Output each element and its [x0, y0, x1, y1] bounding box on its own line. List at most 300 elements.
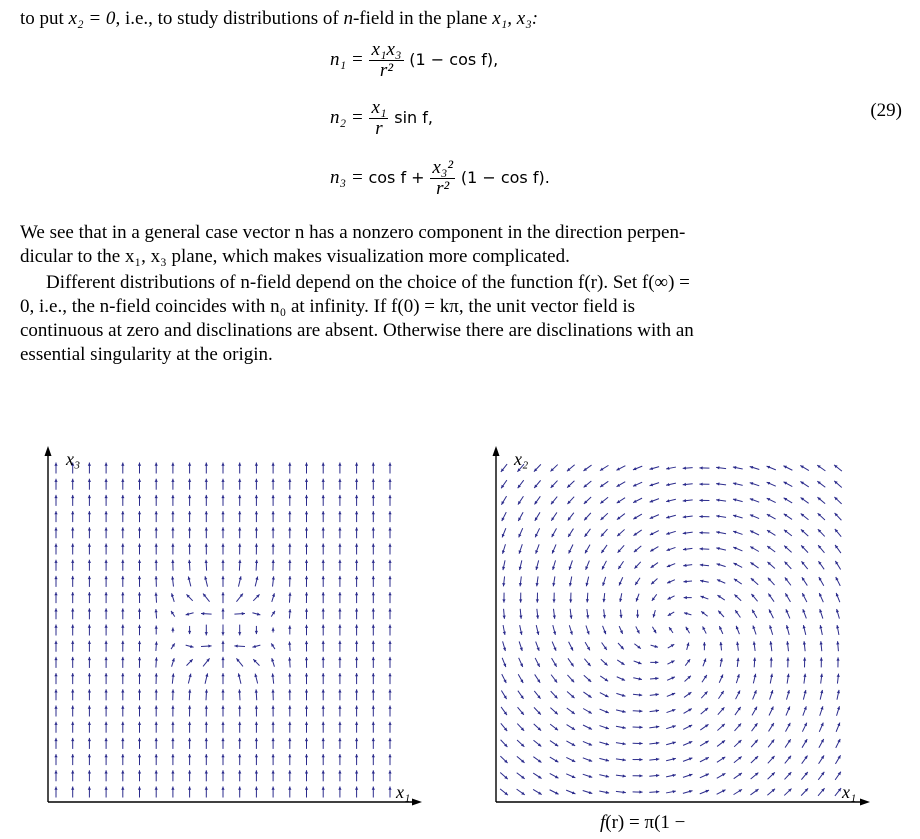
- left-arrow-head: [355, 706, 358, 709]
- left-arrow-field: [54, 463, 391, 798]
- left-arrow-head: [121, 560, 124, 563]
- left-arrow-head: [188, 544, 191, 547]
- left-arrow-head: [238, 544, 241, 547]
- right-arrow-head: [750, 482, 754, 485]
- left-arrow-head: [105, 544, 108, 547]
- left-arrow-head: [255, 689, 258, 692]
- left-arrow-head: [305, 544, 308, 547]
- right-arrow-head: [819, 609, 822, 613]
- left-arrow-head: [355, 673, 358, 676]
- left-arrow-head: [338, 754, 341, 757]
- left-arrow-head: [171, 787, 174, 790]
- left-arrow-head: [188, 787, 191, 790]
- left-arrow-head: [121, 787, 124, 790]
- right-arrow-head: [536, 599, 539, 602]
- right-arrow-head: [655, 677, 658, 680]
- left-arrow-head: [105, 754, 108, 757]
- left-arrow-head: [338, 560, 341, 563]
- left-arrow-head: [255, 631, 258, 634]
- left-arrow-head: [355, 544, 358, 547]
- left-arrow-head: [322, 592, 325, 595]
- left-arrow-head: [238, 560, 241, 563]
- left-arrow-head: [322, 738, 325, 741]
- left-x-axis-label: x₁: [396, 782, 411, 802]
- left-arrow-head: [322, 657, 325, 660]
- left-arrow-head: [188, 631, 191, 634]
- left-arrow-head: [221, 632, 224, 635]
- right-arrow-head: [639, 758, 642, 761]
- left-arrow-head: [88, 463, 91, 466]
- left-arrow-head: [154, 593, 157, 596]
- paragraph-1-line-1: We see that in a general case vector n has a nonzero component in the direction perpen-: [20, 222, 686, 243]
- left-arrow-head: [322, 511, 325, 514]
- left-arrow-head: [121, 495, 124, 498]
- right-arrow-head: [619, 615, 622, 618]
- left-arrow-head: [338, 576, 341, 579]
- left-arrow-head: [54, 625, 57, 628]
- left-arrow-head: [388, 544, 391, 547]
- left-arrow-head: [138, 657, 141, 660]
- left-arrow-head: [54, 560, 57, 563]
- left-arrow-head: [105, 592, 108, 595]
- left-arrow-head: [138, 673, 141, 676]
- left-arrow-head: [105, 560, 108, 563]
- left-arrow-head: [388, 608, 391, 611]
- right-arrow-head: [656, 774, 659, 777]
- left-arrow-head: [121, 689, 124, 692]
- left-arrow-head: [255, 479, 258, 482]
- left-arrow-head: [355, 576, 358, 579]
- left-arrow-head: [338, 527, 341, 530]
- left-arrow-head: [105, 527, 108, 530]
- left-arrow-head: [205, 787, 208, 790]
- left-arrow-head: [305, 592, 308, 595]
- left-arrow-head: [205, 738, 208, 741]
- left-arrow-head: [188, 479, 191, 482]
- left-arrow-head: [355, 527, 358, 530]
- left-arrow-head: [338, 479, 341, 482]
- right-arrow-head: [605, 726, 609, 729]
- paragraph-2-line-1: Different distributions of n-field depend on the choice of the function f(r). Set f(∞) =: [46, 272, 690, 293]
- right-axes: [493, 446, 871, 806]
- left-arrow-head: [121, 738, 124, 741]
- left-arrow-head: [155, 738, 158, 741]
- left-arrow-head: [221, 495, 224, 498]
- left-arrow-head: [88, 576, 91, 579]
- left-arrow-head: [138, 511, 141, 514]
- left-arrow-head: [121, 527, 124, 530]
- left-arrow-head: [171, 689, 174, 692]
- left-arrow-head: [121, 657, 124, 660]
- left-arrow-head: [188, 495, 191, 498]
- left-arrow-head: [238, 787, 241, 790]
- left-arrow-head: [105, 770, 108, 773]
- left-arrow-head: [271, 689, 274, 692]
- left-arrow-head: [242, 612, 245, 615]
- left-arrow-head: [105, 673, 108, 676]
- right-arrow-head: [689, 774, 693, 777]
- left-arrow-head: [138, 495, 141, 498]
- left-arrow-head: [54, 576, 57, 579]
- left-arrow-head: [188, 689, 191, 692]
- left-arrow-head: [71, 560, 74, 563]
- left-arrow-head: [105, 738, 108, 741]
- right-arrow-head: [703, 642, 706, 645]
- left-arrow-head: [105, 706, 108, 709]
- left-arrow-head: [138, 689, 141, 692]
- right-arrow-head: [672, 709, 676, 712]
- left-arrow-head: [338, 673, 341, 676]
- left-arrow-head: [372, 527, 375, 530]
- right-arrow-head: [586, 599, 589, 602]
- right-arrow-head: [820, 657, 823, 660]
- left-arrow-head: [272, 787, 275, 790]
- left-arrow-head: [272, 479, 275, 482]
- left-arrow-head: [322, 754, 325, 757]
- left-arrow-head: [88, 754, 91, 757]
- left-arrow-head: [54, 722, 57, 725]
- left-arrow-head: [138, 641, 141, 644]
- left-arrow-head: [338, 544, 341, 547]
- left-arrow-head: [388, 495, 391, 498]
- left-arrow-head: [255, 463, 258, 466]
- left-arrow-head: [138, 722, 141, 725]
- right-arrow-head: [650, 483, 654, 486]
- left-arrow-head: [372, 738, 375, 741]
- left-arrow-head: [288, 770, 291, 773]
- left-arrow-head: [372, 495, 375, 498]
- left-arrow-head: [322, 689, 325, 692]
- left-arrow-head: [338, 689, 341, 692]
- left-arrow-head: [155, 641, 158, 644]
- right-y-axis-arrowhead: [493, 446, 500, 456]
- left-arrow-head: [155, 722, 158, 725]
- left-arrow-head: [372, 511, 375, 514]
- left-arrow-head: [205, 722, 208, 725]
- left-arrow-head: [155, 576, 158, 579]
- left-arrow-head: [322, 706, 325, 709]
- left-arrow-head: [121, 592, 124, 595]
- left-arrow-head: [54, 641, 57, 644]
- left-arrow-head: [71, 608, 74, 611]
- left-arrow-head: [372, 722, 375, 725]
- right-arrow-head: [569, 599, 572, 602]
- right-arrow-head: [503, 615, 506, 618]
- left-arrow-head: [88, 787, 91, 790]
- left-y-axis-arrowhead: [45, 446, 52, 456]
- left-arrow-head: [238, 463, 241, 466]
- left-arrow-head: [188, 738, 191, 741]
- left-arrow-head: [372, 479, 375, 482]
- right-arrow-head: [569, 566, 572, 570]
- left-arrow-head: [305, 673, 308, 676]
- left-arrow-head: [71, 592, 74, 595]
- left-arrow-head: [188, 511, 191, 514]
- right-arrow-head: [520, 647, 523, 651]
- left-arrow-head: [188, 706, 191, 709]
- right-arrow-head: [752, 626, 755, 630]
- left-arrow-head: [71, 527, 74, 530]
- right-arrow-head: [639, 742, 642, 745]
- left-arrow-head: [372, 608, 375, 611]
- left-arrow-head: [305, 689, 308, 692]
- left-arrow-head: [138, 625, 141, 628]
- left-arrow-head: [88, 495, 91, 498]
- left-arrow-head: [272, 527, 275, 530]
- left-arrow-head: [322, 560, 325, 563]
- equation-n1: n₁ = $\frac{\text{x₁x₃}}{\text{r²}}$ (1 − cos f),: [330, 39, 499, 81]
- right-arrow-head: [666, 483, 669, 486]
- left-arrow-head: [322, 722, 325, 725]
- left-arrow-head: [205, 754, 208, 757]
- left-arrow-head: [388, 754, 391, 757]
- left-arrow-head: [105, 787, 108, 790]
- left-arrow-head: [388, 576, 391, 579]
- right-arrow-head: [719, 642, 722, 645]
- left-arrow-head: [305, 479, 308, 482]
- left-arrow-head: [255, 527, 258, 530]
- left-arrow-head: [338, 608, 341, 611]
- left-arrow-head: [288, 544, 291, 547]
- intro-line: to put x₂ = 0, i.e., to study distributions of n-field in the plane x₁, x₃:: [20, 8, 539, 29]
- left-arrow-head: [105, 722, 108, 725]
- left-arrow-head: [138, 463, 141, 466]
- left-arrow-head: [221, 463, 224, 466]
- left-axes: [45, 446, 423, 806]
- left-arrow-head: [355, 787, 358, 790]
- equation-n3: n₃ = cos f + $\frac{\text{x₃²}}{\text{r²}}$ (1 − cos f).: [330, 157, 550, 199]
- left-arrow-head: [221, 641, 224, 644]
- left-arrow-head: [155, 706, 158, 709]
- left-arrow-head: [71, 576, 74, 579]
- left-arrow-head: [171, 544, 174, 547]
- left-arrow-head: [88, 479, 91, 482]
- left-arrow-head: [388, 511, 391, 514]
- left-arrow-head: [171, 495, 174, 498]
- left-arrow-head: [71, 511, 74, 514]
- left-arrow-head: [372, 592, 375, 595]
- left-arrow-head: [305, 754, 308, 757]
- left-arrow-head: [238, 511, 241, 514]
- left-arrow-head: [338, 738, 341, 741]
- left-arrow-head: [71, 689, 74, 692]
- left-arrow-head: [388, 706, 391, 709]
- left-x-axis-arrowhead: [412, 799, 422, 806]
- left-arrow-head: [88, 722, 91, 725]
- right-arrow-head: [836, 657, 839, 660]
- left-arrow-head: [388, 479, 391, 482]
- left-arrow-head: [155, 787, 158, 790]
- left-arrow-head: [171, 511, 174, 514]
- left-arrow-head: [188, 770, 191, 773]
- left-arrow-head: [121, 463, 124, 466]
- left-arrow-head: [355, 625, 358, 628]
- left-arrow-head: [138, 560, 141, 563]
- math-condition: x₂ = 0: [68, 8, 116, 29]
- left-arrow-head: [288, 593, 291, 596]
- left-arrow-head: [372, 657, 375, 660]
- left-arrow-head: [138, 738, 141, 741]
- paragraph-1-line-2: dicular to the x₁, x₃ plane, which makes visualization more complicated.: [20, 246, 570, 267]
- left-arrow-head: [201, 612, 204, 615]
- left-arrow-head: [338, 495, 341, 498]
- left-arrow-head: [322, 673, 325, 676]
- left-arrow-head: [355, 738, 358, 741]
- left-arrow-head: [272, 738, 275, 741]
- left-arrow-head: [105, 625, 108, 628]
- left-arrow-head: [54, 511, 57, 514]
- left-arrow-head: [238, 527, 241, 530]
- left-arrow-head: [105, 576, 108, 579]
- left-arrow-head: [388, 592, 391, 595]
- left-arrow-head: [54, 738, 57, 741]
- equation-n2: n₂ = $\frac{\text{x₁}}{r}$ sin f,: [330, 97, 433, 139]
- left-arrow-head: [338, 463, 341, 466]
- left-arrow-head: [338, 592, 341, 595]
- left-arrow-head: [338, 706, 341, 709]
- left-arrow-head: [205, 706, 208, 709]
- left-arrow-head: [238, 770, 241, 773]
- left-arrow-head: [155, 770, 158, 773]
- right-arrow-head: [639, 710, 642, 713]
- right-arrow-head: [733, 531, 737, 534]
- left-arrow-head: [138, 706, 141, 709]
- left-arrow-head: [288, 609, 291, 612]
- left-arrow-head: [355, 479, 358, 482]
- right-x-axis-label: x₁: [842, 782, 857, 802]
- left-arrow-head: [171, 527, 174, 530]
- right-arrow-head: [683, 483, 686, 486]
- left-arrow-head: [205, 527, 208, 530]
- right-arrow-head: [819, 625, 822, 628]
- left-arrow-head: [105, 641, 108, 644]
- left-arrow-head: [238, 738, 241, 741]
- right-arrow-head: [589, 775, 593, 778]
- left-arrow-head: [238, 632, 241, 635]
- left-arrow-head: [255, 754, 258, 757]
- left-arrow-head: [205, 495, 208, 498]
- right-arrow-head: [638, 677, 641, 680]
- left-arrow-head: [155, 673, 158, 676]
- left-arrow-head: [105, 495, 108, 498]
- left-arrow-head: [171, 463, 174, 466]
- left-arrow-head: [238, 754, 241, 757]
- left-arrow-head: [54, 527, 57, 530]
- left-arrow-head: [155, 657, 158, 660]
- left-arrow-head: [234, 644, 237, 647]
- right-arrow-head: [639, 774, 642, 777]
- left-arrow-head: [121, 576, 124, 579]
- left-arrow-head: [205, 560, 208, 563]
- left-arrow-head: [372, 625, 375, 628]
- left-arrow-head: [355, 689, 358, 692]
- left-arrow-head: [188, 754, 191, 757]
- left-arrow-head: [305, 495, 308, 498]
- left-arrow-head: [71, 787, 74, 790]
- left-arrow-head: [221, 608, 224, 611]
- left-arrow-head: [54, 544, 57, 547]
- left-arrow-head: [355, 657, 358, 660]
- left-arrow-head: [138, 608, 141, 611]
- left-arrow-head: [372, 689, 375, 692]
- right-arrow-head: [502, 567, 505, 570]
- left-arrow-head: [155, 689, 158, 692]
- left-arrow-head: [105, 463, 108, 466]
- left-arrow-head: [388, 657, 391, 660]
- left-arrow-head: [155, 754, 158, 757]
- right-arrow-head: [519, 615, 522, 618]
- right-arrow-head: [520, 631, 523, 634]
- left-arrow-head: [388, 560, 391, 563]
- left-arrow-head: [188, 527, 191, 530]
- left-arrow-head: [305, 608, 308, 611]
- left-arrow-head: [288, 463, 291, 466]
- left-arrow-head: [188, 463, 191, 466]
- left-arrow-head: [372, 641, 375, 644]
- left-arrow-head: [288, 495, 291, 498]
- left-arrow-head: [71, 544, 74, 547]
- left-arrow-head: [372, 463, 375, 466]
- footer-fragment: f(r) = π(1 −: [600, 812, 686, 833]
- left-arrow-head: [372, 673, 375, 676]
- right-arrow-head: [639, 726, 642, 729]
- left-arrow-head: [221, 689, 224, 692]
- left-arrow-head: [188, 722, 191, 725]
- left-arrow-head: [272, 463, 275, 466]
- left-arrow-head: [171, 770, 174, 773]
- left-arrow-head: [255, 560, 258, 563]
- left-arrow-head: [71, 770, 74, 773]
- left-arrow-head: [255, 511, 258, 514]
- left-arrow-head: [171, 738, 174, 741]
- left-arrow-head: [272, 627, 275, 630]
- left-arrow-head: [138, 754, 141, 757]
- left-arrow-head: [54, 463, 57, 466]
- left-arrow-head: [355, 754, 358, 757]
- left-arrow-head: [255, 770, 258, 773]
- left-arrow-head: [388, 673, 391, 676]
- right-arrow-head: [699, 515, 702, 518]
- left-arrow-head: [372, 770, 375, 773]
- right-arrow-head: [753, 658, 756, 661]
- left-arrow-head: [188, 560, 191, 563]
- left-arrow-head: [54, 673, 57, 676]
- left-arrow-head: [322, 576, 325, 579]
- left-arrow-head: [54, 608, 57, 611]
- left-arrow-head: [221, 722, 224, 725]
- left-arrow-head: [238, 479, 241, 482]
- left-arrow-head: [388, 463, 391, 466]
- left-arrow-head: [372, 576, 375, 579]
- left-arrow-head: [355, 560, 358, 563]
- right-x-axis-arrowhead: [860, 799, 870, 806]
- left-arrow-head: [221, 657, 224, 660]
- right-arrow-field: [500, 464, 842, 796]
- left-arrow-head: [138, 479, 141, 482]
- left-arrow-head: [305, 770, 308, 773]
- left-arrow-head: [355, 641, 358, 644]
- left-arrow-head: [388, 641, 391, 644]
- right-arrow-head: [656, 790, 659, 793]
- right-arrow-head: [655, 661, 658, 664]
- left-arrow-head: [221, 592, 224, 595]
- left-arrow-head: [221, 511, 224, 514]
- left-arrow-head: [338, 787, 341, 790]
- left-arrow-head: [388, 787, 391, 790]
- left-arrow-head: [372, 787, 375, 790]
- left-arrow-head: [288, 673, 291, 676]
- left-arrow-head: [338, 770, 341, 773]
